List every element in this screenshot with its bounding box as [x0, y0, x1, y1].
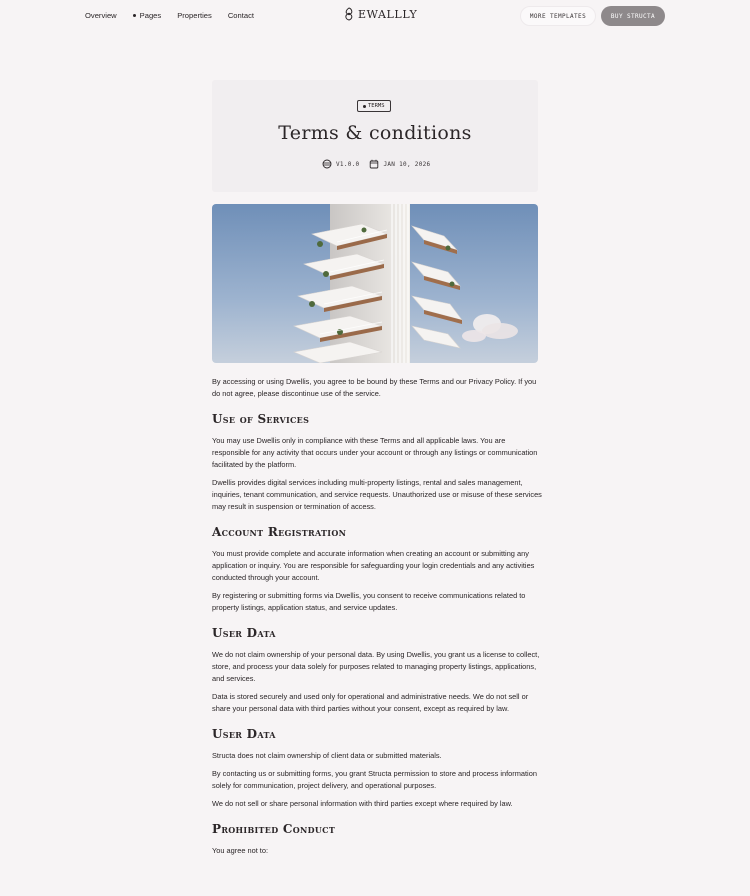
logo-text: EWALLLY [358, 7, 418, 21]
building-image [212, 204, 538, 363]
version-text: V1.0.0 [336, 160, 360, 168]
page-title: Terms & conditions [278, 122, 472, 144]
paragraph: By contacting us or submitting forms, you grant Structa permission to store and process information solely for communication, project delivery, and operational purposes. [212, 769, 537, 790]
nav-links [85, 11, 270, 20]
buy-button[interactable]: BUY STRUCTA [601, 6, 665, 26]
nav-link-overview[interactable]: Overview [85, 11, 117, 20]
top-nav [0, 0, 750, 32]
terms-content [212, 376, 542, 863]
terms-badge [357, 100, 391, 112]
logo-mark-icon [343, 7, 355, 21]
version-icon [322, 159, 332, 169]
section-heading-user-data: User Data [212, 626, 276, 640]
section-heading-prohibited-conduct: Prohibited Conduct [212, 822, 336, 836]
paragraph: We do not sell or share personal information with third parties except where required by law. [212, 799, 513, 808]
active-dot-icon [133, 14, 136, 17]
badge-dot-icon [363, 105, 366, 108]
nav-link-pages-label: Pages [139, 11, 162, 20]
badge-label: TERMS [368, 103, 385, 109]
paragraph: By registering or submitting forms via Dwellis, you consent to receive communications related to property listings, application status, and service updates. [212, 591, 526, 612]
version-meta [322, 159, 359, 169]
section-heading-user-data-2: User Data [212, 727, 276, 741]
paragraph: You must provide complete and accurate information when creating an account or submitting any application or inquiry. You are responsible for safeguarding your login credentials and any activities conducted through your account. [212, 549, 535, 582]
paragraph: Structa does not claim ownership of client data or submitted materials. [212, 751, 442, 760]
nav-link-contact[interactable]: Contact [227, 11, 254, 20]
section-heading-account-registration: Account Registration [212, 525, 347, 539]
paragraph: You may use Dwellis only in compliance with these Terms and all applicable laws. You are responsible for any activity that occurs under your account or through any listings or communication facilitated by the platform. [212, 436, 538, 469]
nav-link-properties[interactable]: Properties [177, 11, 212, 20]
calendar-icon [369, 159, 379, 169]
date-meta [369, 159, 430, 169]
paragraph: Dwellis provides digital services including multi-property listings, rental and sales management, inquiries, tenant communication, and service requests. Unauthorized use or misuse of these services may result in suspension or termination of access. [212, 478, 542, 511]
page-header [212, 80, 538, 192]
date-text: JAN 10, 2026 [383, 160, 431, 168]
intro-paragraph: By accessing or using Dwellis, you agree to be bound by these Terms and our Privacy Policy. If you do not agree, please discontinue use of the service. [212, 377, 537, 398]
more-templates-button[interactable]: MORE TEMPLATES [520, 6, 596, 26]
page-meta [322, 159, 440, 169]
paragraph: We do not claim ownership of your personal data. By using Dwellis, you grant us a license to collect, store, and process your data solely for purposes related to managing property listings, applications, and services. [212, 650, 540, 683]
paragraph: Data is stored securely and used only for operational and administrative needs. We do not sell or share your personal data with third parties without your consent, except as required by law. [212, 692, 529, 713]
building-photo [212, 204, 538, 363]
paragraph: You agree not to: [212, 846, 269, 855]
section-heading-use-of-services: Use of Services [212, 412, 310, 426]
nav-link-pages[interactable] [133, 11, 162, 20]
logo[interactable] [343, 7, 417, 21]
